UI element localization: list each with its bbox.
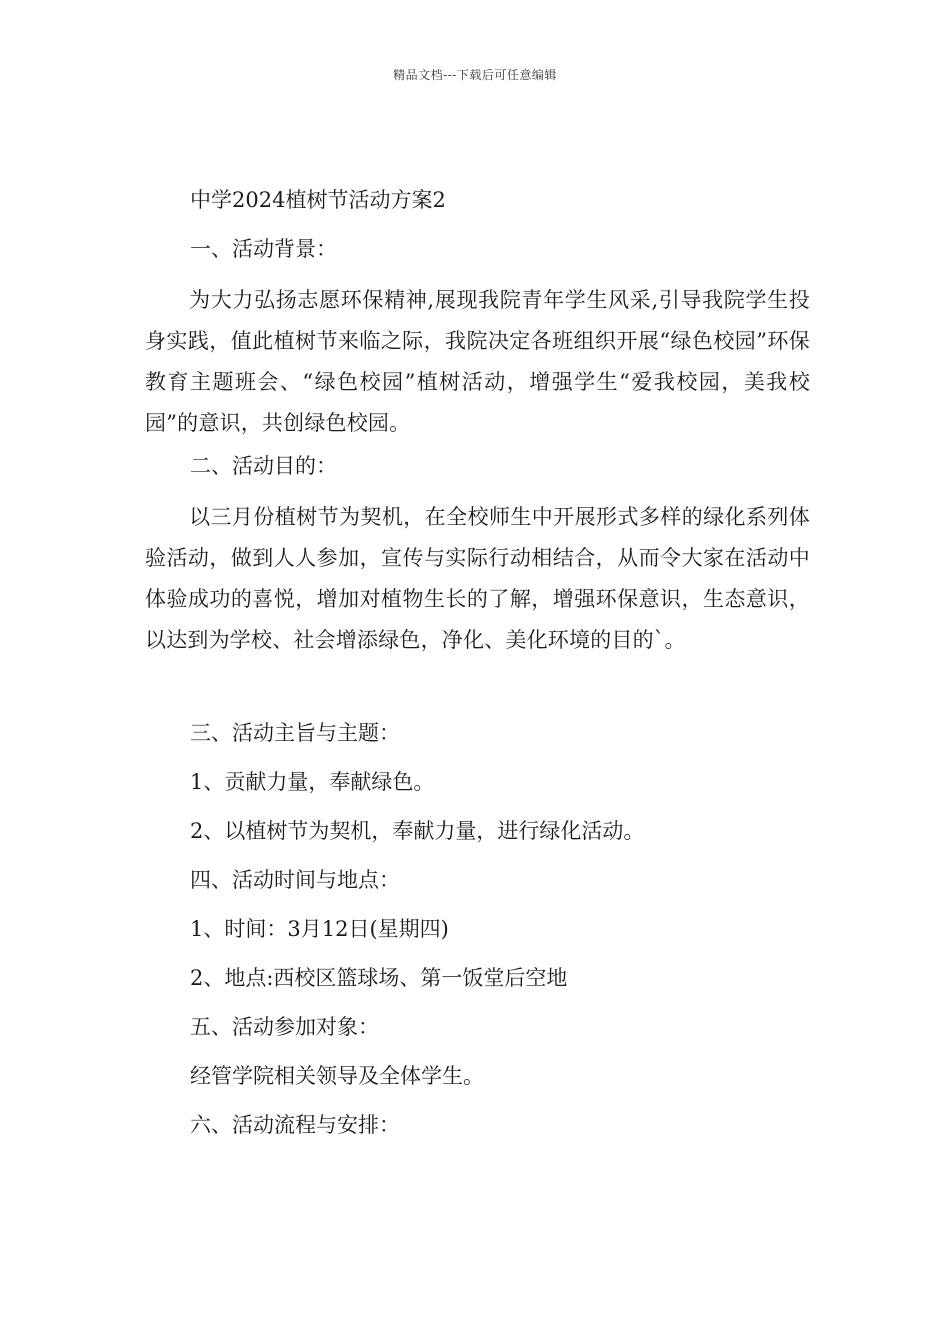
document-body xyxy=(145,182,810,1156)
time-item: 1、时间：3月12日(星期四) xyxy=(190,917,449,941)
theme-item-2: 2、以植树节为契机，奉献力量，进行绿化活动。 xyxy=(190,819,645,843)
section-heading-participants: 五、活动参加对象： xyxy=(190,1015,379,1039)
document-title: 中学2024植树节活动方案2 xyxy=(190,188,446,212)
section-body-purpose: 以三月份植树节为契机，在全校师生中开展形式多样的绿化系列体验活动，做到人人参加，宣传与实际行动相结合，从而令大家在活动中体验成功的喜悦，增加对植物生长的了解，增强环保意识，生态意识，以达到为学校、社会增添绿色，净化、美化环境的目的`。 xyxy=(145,505,810,652)
page-header: 精品文档---下载后可任意编辑 xyxy=(393,68,557,82)
place-item: 2、地点:西校区篮球场、第一饭堂后空地 xyxy=(190,966,568,990)
section-heading-purpose: 二、活动目的： xyxy=(190,454,337,478)
spacer xyxy=(145,665,810,715)
section-body-background: 为大力弘扬志愿环保精神,展现我院青年学生风采,引导我院学生投身实践，值此植树节来临之际，我院决定各班组织开展“绿色校园”环保教育主题班会、“绿色校园”植树活动，增强学生“爱我校园，美我校园”的意识，共创绿色校园。 xyxy=(145,288,810,435)
theme-item-1: 1、贡献力量，奉献绿色。 xyxy=(190,770,435,794)
section-heading-time-place: 四、活动时间与地点： xyxy=(190,868,400,892)
section-heading-process: 六、活动流程与安排： xyxy=(190,1113,400,1137)
section-heading-theme: 三、活动主旨与主题： xyxy=(190,721,400,745)
section-heading-background: 一、活动背景： xyxy=(190,237,337,261)
participants-text: 经管学院相关领导及全体学生。 xyxy=(190,1064,484,1088)
